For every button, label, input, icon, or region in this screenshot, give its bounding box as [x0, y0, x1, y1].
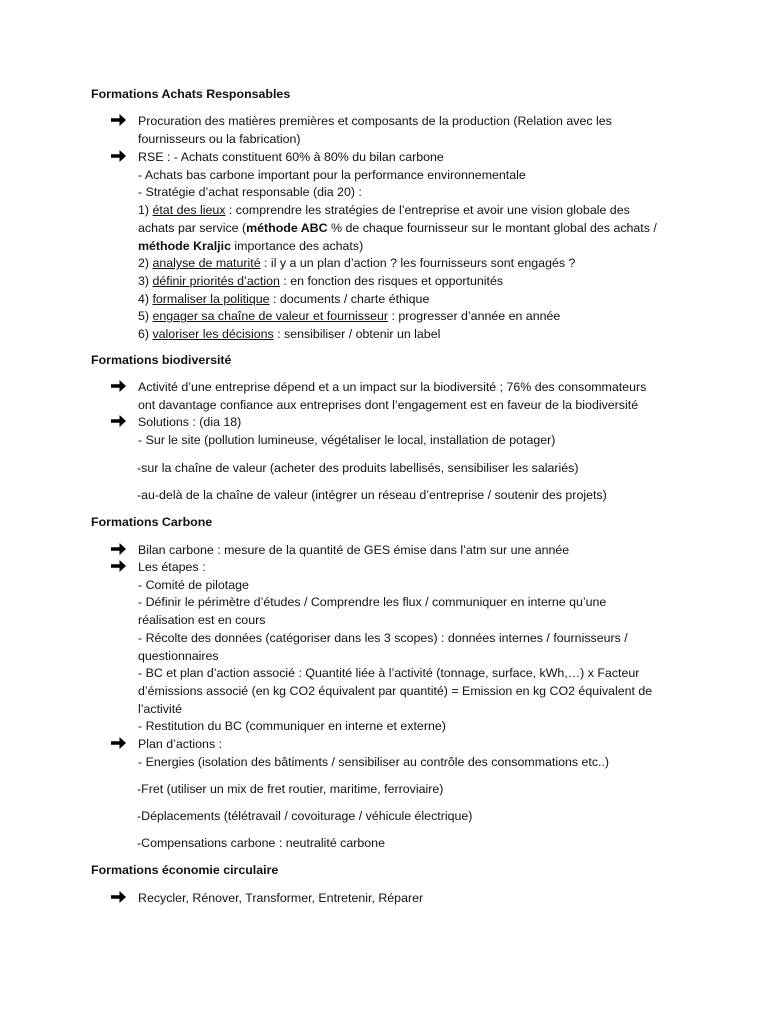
list-item: RSE : - Achats constituent 60% à 80% du bilan carbone - Achats bas carbone important pour la performance environnementale - Stratégie d’achat responsable (dia 20) : 1) état des lieux : comprendre les stratégies de l’entreprise et avoir une vision globale des achats par service (méthode ABC % de chaque fournisseur sur le montant global des achats / méthode Kraljic importance des achats) 2) analyse de maturité : il y a un plan d’action ? les fournisseurs sont engagés ? 3) définir priorités d’action : en fonction des risques et opportunités 4) formaliser la politique : documents / charte éthique 5) engager sa chaîne de valeur et fournisseur : progresser d’année en année 6) valoriser les décisions : sensibiliser / obtenir un label: [138, 149, 683, 344]
list-item: Activité d’une entreprise dépend et a un impact sur la biodiversité ; 76% des consommateurs ont davantage confiance aux entreprises dont l’engagement est en faveur de la biodiversité: [138, 380, 647, 412]
paragraph: -au-delà de la chaîne de valeur (intégrer un réseau d’entreprise / soutenir des projets): [137, 488, 607, 502]
list-item: Les étapes : - Comité de pilotage - Définir le périmètre d’études / Comprendre les flux / communiquer en interne qu’une réalisation est en cours - Récolte des données (catégoriser dans les 3 scopes) : données internes / fournisseurs / questionnaires - BC et plan d’action associé : Quantité liée à l’activité (tonnage, surface, kWh,…) x Facteur d’émissions associé (en kg CO2 équivalent par quantité) = Emission en kg CO2 équivalent de l’activité - Restitution du BC (communiquer en interne et externe): [138, 560, 653, 734]
section-heading-biodiversite: Formations biodiversité: [91, 353, 232, 367]
paragraph: -sur la chaîne de valeur (acheter des produits labellisés, sensibiliser les salariés): [137, 461, 579, 475]
list-item: Solutions : (dia 18) - Sur le site (pollution lumineuse, végétaliser le local, installation de potager): [138, 415, 556, 447]
list-item: Procuration des matières premières et composants de la production (Relation avec les fournisseurs ou la fabrication): [138, 114, 612, 146]
arrow-bullet-icon: [111, 379, 129, 395]
arrow-bullet-icon: [111, 414, 129, 430]
paragraph: -Fret (utiliser un mix de fret routier, maritime, ferroviaire): [137, 782, 444, 796]
step-line: méthode Kraljic importance des achats): [138, 238, 364, 253]
paragraph: -Compensations carbone : neutralité carbone: [137, 836, 385, 850]
section-heading-carbone: Formations Carbone: [91, 515, 213, 529]
step-line: 3) définir priorités d’action : en fonction des risques et opportunités: [138, 273, 504, 288]
section-heading-economie-circulaire: Formations économie circulaire: [91, 863, 279, 877]
step-line: 6) valoriser les décisions : sensibiliser / obtenir un label: [138, 327, 441, 342]
step-line: 5) engager sa chaîne de valeur et fournisseur : progresser d’année en année: [138, 309, 561, 324]
section-heading-achats: Formations Achats Responsables: [91, 87, 291, 101]
list-item: Recycler, Rénover, Transformer, Entretenir, Réparer: [138, 891, 424, 905]
arrow-bullet-icon: [111, 149, 129, 165]
arrow-bullet-icon: [111, 890, 129, 906]
step-line: 1) état des lieux : comprendre les stratégies de l’entreprise et avoir une vision globale des: [138, 203, 630, 218]
step-line: 2) analyse de maturité : il y a un plan d’action ? les fournisseurs sont engagés ?: [138, 256, 576, 271]
list-item: Bilan carbone : mesure de la quantité de GES émise dans l’atm sur une année: [138, 543, 570, 557]
arrow-bullet-icon: [111, 559, 129, 575]
step-line: 4) formaliser la politique : documents / charte éthique: [138, 291, 430, 306]
arrow-bullet-icon: [111, 736, 129, 752]
arrow-bullet-icon: [111, 542, 129, 558]
paragraph: -Déplacements (télétravail / covoiturage / véhicule électrique): [137, 809, 473, 823]
arrow-bullet-icon: [111, 113, 129, 129]
step-line: achats par service (méthode ABC % de chaque fournisseur sur le montant global des achats /: [138, 220, 657, 235]
list-item: Plan d’actions : - Energies (isolation des bâtiments / sensibiliser au contrôle des consommations etc..): [138, 737, 610, 769]
